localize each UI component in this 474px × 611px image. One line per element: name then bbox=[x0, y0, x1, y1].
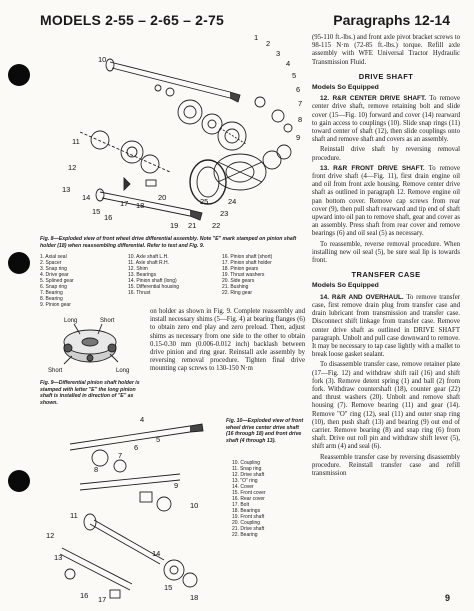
section-title-drive-shaft: DRIVE SHAFT bbox=[358, 71, 414, 81]
callout-12: 12 bbox=[68, 163, 77, 172]
fig8-legend-col3: 16. Pinion shaft (short) 17. Pinion shaft holder 18. Pinion gears 19. Thrust washers 20. Side gears 21. Bushing 22. Ring gear bbox=[222, 254, 273, 296]
fig8-exploded-differential bbox=[40, 32, 308, 232]
callout-9: 9 bbox=[174, 481, 179, 490]
fig9-pinion-shaft-holder bbox=[40, 312, 140, 378]
callout-5: 5 bbox=[156, 435, 161, 444]
binder-hole bbox=[8, 64, 30, 86]
paragraph-13b: To reassemble, reverse removal procedure. When installing new oil seal (5), be sure seal lip is towards front. bbox=[312, 240, 460, 265]
callout-3: 3 bbox=[276, 49, 281, 58]
fig10-exploded-drive-shafts bbox=[40, 414, 220, 604]
callout-5: 5 bbox=[292, 71, 297, 80]
callout-15: 15 bbox=[92, 207, 101, 216]
fig8-legend-col1: 1. Axial seal 2. Spacer 3. Snap ring 4. Drive gear 5. Splined gear 6. Snap ring 7. Bearing 8. Bearing 9. Pinion gear bbox=[40, 254, 74, 308]
callout-21: 21 bbox=[188, 221, 197, 230]
right-column bbox=[312, 34, 460, 480]
callout-25: 25 bbox=[200, 197, 209, 206]
left-column-text bbox=[150, 308, 305, 376]
intro-paragraph: (95-110 ft.-lbs.) and front axle pivot bracket screws to 98-115 N·m (72-85 ft.-lbs.) torque. Refill axle assembly with WFE Universal Tractor Hydraulic Transmission Fluid. bbox=[312, 34, 460, 66]
callout-11: 11 bbox=[72, 137, 80, 146]
fig10-caption: Fig. 10—Exploded view of front wheel drive center drive shaft (16 through 18) and front drive shaft (4 through 13). bbox=[226, 418, 304, 444]
callout-23: 23 bbox=[220, 209, 229, 218]
page-header-paragraphs: Paragraphs 12-14 bbox=[333, 12, 450, 28]
fig8-legend-col2: 10. Axle shaft L.H. 11. Axle shaft R.H. 12. Shim 13. Bearings 14. Pinion shaft (long) 15. Differential housing 16. Thrust bbox=[128, 254, 180, 296]
callout-1: 1 bbox=[254, 33, 259, 42]
callout-11: 11 bbox=[70, 511, 78, 520]
callout-16: 16 bbox=[104, 213, 113, 222]
callout-4: 4 bbox=[286, 59, 291, 68]
callout-7: 7 bbox=[298, 99, 303, 108]
callout-22: 22 bbox=[212, 221, 221, 230]
callout-4: 4 bbox=[140, 415, 145, 424]
callout-18: 18 bbox=[190, 593, 199, 602]
fig9-caption: Fig. 9—Differential pinion shaft holder is stamped with letter "E" the long pinion shaft is installed in direction of "E" as shown. bbox=[40, 380, 140, 406]
fig9-label-long-bottom: Long bbox=[116, 368, 130, 374]
callout-17: 17 bbox=[98, 595, 107, 604]
fig10-callouts bbox=[46, 415, 198, 604]
callout-9: 9 bbox=[296, 133, 301, 142]
paragraph-12: 12. R&R CENTER DRIVE SHAFT. To remove center drive shaft, remove retaining bolt and slide cover (15—Fig. 10) forward and cover (14) rearward to gain access to couplings (10). Slide snap rings (11) toward center of shaft (12), then slide couplings onto shaft and remove shaft and covers as an assembly. bbox=[312, 95, 461, 144]
callout-8: 8 bbox=[94, 465, 99, 474]
paragraph-13: 13. R&R FRONT DRIVE SHAFT. To remove front drive shaft (4—Fig. 11), first drain engine oil and oil from front axle housing. Remove center drive shaft as outlined in paragraph 12. Remove engine oil pan bottom cover. Remove cap screws from rear cover (9), then pull shaft rearward and tip end of shaft upward into oil pan to remove shaft, gear and cover as an assembly. Press shaft from rear cover and remove bearings (6) and oil seal (5) as necessary. bbox=[312, 164, 461, 238]
paragraph-14: 14. R&R AND OVERHAUL. To remove transfer case, first remove drain plug from transfer case and drain lubricant from transmission and transfer case. Disconnect shift linkage from transfer case. Remove center drive shaft as outlined in DRIVE SHAFT paragraph. Unbolt and pull case downward to remove. It may be necessary to tap case lightly with a mallet to break loose gasket sealant. bbox=[312, 293, 460, 359]
callout-6: 6 bbox=[134, 443, 139, 452]
callout-10: 10 bbox=[190, 501, 199, 510]
subsection-models: Models So Equipped bbox=[312, 84, 379, 92]
paragraph-12b: Reinstall drive shaft by reversing removal procedure. bbox=[312, 146, 460, 162]
callout-12: 12 bbox=[46, 531, 55, 540]
callout-14: 14 bbox=[82, 193, 91, 202]
paragraph-14b: To disassemble transfer case, remove retainer plate (17—Fig. 12) and withdraw shift rail (16) and shift fork (3). Remove detent spring (1) and ball (2) from fork. Withdraw countershaft (18), counter gear (22) and thrust washers (20). Unbolt and remove shaft housing (7). Remove bearing (11) and gear (14). Remove "O" ring (12), seal (11) and outer snap ring (10), then push shaft (13) and bearing (9) out end of carrier. Remove bearing (8) and snap ring (6) from shaft. Drive out roll pin and withdraw shift lever (5), shift arm (4) and seal (6). bbox=[312, 361, 460, 451]
callout-13: 13 bbox=[54, 553, 63, 562]
callout-14: 14 bbox=[152, 549, 161, 558]
fig9-label-short-bottom: Short bbox=[48, 368, 63, 374]
callout-6: 6 bbox=[296, 85, 301, 94]
callout-17: 17 bbox=[120, 199, 129, 208]
paragraph-14c: Reassemble transfer case by reversing disassembly procedure. Reinstall transfer case and refill transmission bbox=[312, 453, 460, 477]
section-title-transfer-case: TRANSFER CASE bbox=[351, 270, 421, 280]
callout-20: 20 bbox=[158, 193, 167, 202]
subsection-models-2: Models So Equipped bbox=[312, 282, 379, 290]
callout-15: 15 bbox=[164, 583, 173, 592]
callout-18: 18 bbox=[136, 201, 145, 210]
fig9-label-long-top: Long bbox=[64, 318, 78, 324]
fig9-label-short-top: Short bbox=[100, 318, 115, 324]
callout-24: 24 bbox=[228, 197, 237, 206]
callout-2: 2 bbox=[266, 39, 271, 48]
callout-7: 7 bbox=[118, 451, 123, 460]
callout-10: 10 bbox=[98, 55, 107, 64]
fig8-caption: Fig. 8—Exploded view of front wheel drive differential assembly. Note "E" mark stamped on pinion shaft holder (18) when reassembling differential. Refer to text and Fig. 9. bbox=[40, 236, 297, 249]
callout-13: 13 bbox=[62, 185, 71, 194]
binder-hole bbox=[8, 470, 30, 492]
callout-16: 16 bbox=[80, 591, 89, 600]
callout-8: 8 bbox=[298, 115, 303, 124]
left-paragraph: on holder as shown in Fig. 9. Complete reassembly and install necessary shims (5—Fig. 4) at bearing flanges (6) to obtain zero end play and zero preload. Then, adjust shims as necessary from one side to the other to obtain 0.15-0.30 mm (0.006-0.012 inch) backlash between drive pinion and ring gear. Reinstall axle assembly by reversing removal procedure. Tighten final drive mounting cap screws to 130-150 N·m bbox=[150, 308, 305, 373]
page-header-models: MODELS 2-55 – 2-65 – 2-75 bbox=[40, 12, 224, 28]
fig10-legend: 10. Coupling 11. Snap ring 12. Drive shaft 13. "O" ring 14. Cover 15. Front cover 16. Rear cover 17. Bolt 18. Bearings 19. Front shaft 20. Coupling 21. Drive shaft 22. Bearing bbox=[232, 460, 266, 538]
binder-hole bbox=[8, 252, 30, 274]
callout-19: 19 bbox=[170, 221, 179, 230]
page-number: 9 bbox=[444, 593, 450, 603]
